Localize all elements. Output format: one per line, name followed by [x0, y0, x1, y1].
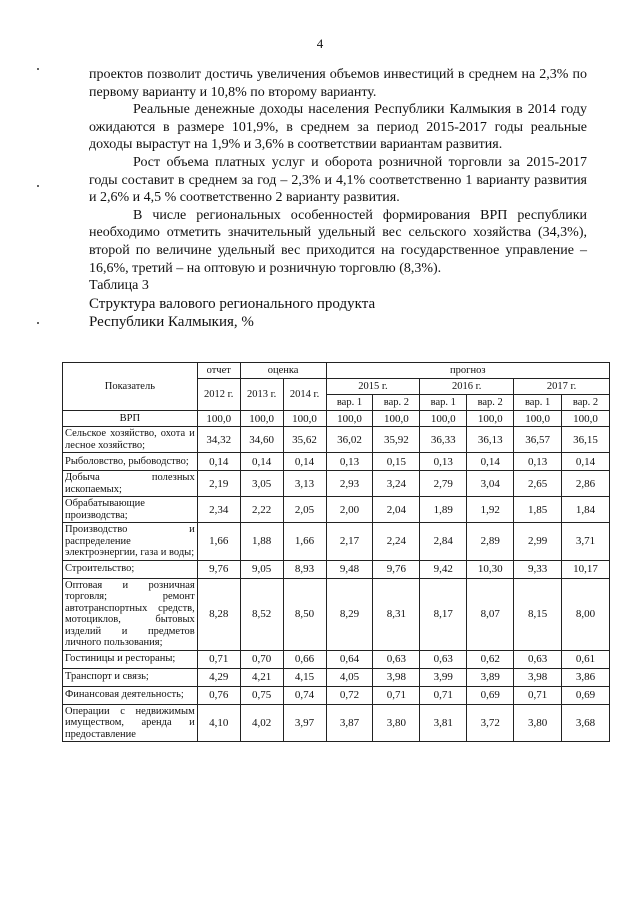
- paragraph: проектов позволит достичь увеличения объемов инвестиций в среднем на 2,3% по первому варианту и 10,8% по второму варианту.: [89, 67, 587, 100]
- row-value: 3,71: [562, 523, 610, 561]
- row-value: 8,29: [326, 578, 373, 650]
- row-value: 100,0: [373, 411, 420, 427]
- row-value: 2,17: [326, 523, 373, 561]
- row-value: 0,70: [240, 650, 283, 668]
- row-value: 1,66: [283, 523, 326, 561]
- row-value: 3,24: [373, 471, 420, 497]
- row-value: 3,13: [283, 471, 326, 497]
- row-value: 8,00: [562, 578, 610, 650]
- row-value: 2,19: [197, 471, 240, 497]
- row-value: 0,69: [467, 686, 514, 704]
- row-value: 4,21: [240, 668, 283, 686]
- row-value: 34,60: [240, 427, 283, 453]
- row-indicator: ВРП: [63, 411, 198, 427]
- table-title-line1: Структура валового регионального продукта: [89, 295, 376, 312]
- table-row: [63, 578, 610, 650]
- row-value: 3,98: [514, 668, 562, 686]
- row-value: 0,63: [420, 650, 467, 668]
- row-value: 36,13: [467, 427, 514, 453]
- scan-speck: [37, 185, 39, 187]
- row-value: 0,62: [467, 650, 514, 668]
- table-row: [63, 471, 610, 497]
- row-value: 0,74: [283, 686, 326, 704]
- row-value: 100,0: [326, 411, 373, 427]
- table-title-line2: Республики Калмыкия, %: [89, 313, 254, 330]
- table-row: [63, 411, 610, 427]
- row-value: 2,86: [562, 471, 610, 497]
- row-value: 9,76: [197, 560, 240, 578]
- table-title: [89, 295, 587, 331]
- row-value: 8,28: [197, 578, 240, 650]
- row-value: 1,85: [514, 497, 562, 523]
- row-value: 3,72: [467, 704, 514, 742]
- table-row: [63, 497, 610, 523]
- row-value: 0,13: [326, 453, 373, 471]
- row-value: 8,15: [514, 578, 562, 650]
- row-value: 0,71: [420, 686, 467, 704]
- header-2016: 2016 г.: [420, 379, 514, 395]
- row-value: 4,10: [197, 704, 240, 742]
- row-value: 0,76: [197, 686, 240, 704]
- row-value: 3,80: [373, 704, 420, 742]
- row-value: 0,66: [283, 650, 326, 668]
- row-value: 100,0: [562, 411, 610, 427]
- row-value: 2,65: [514, 471, 562, 497]
- row-value: 1,84: [562, 497, 610, 523]
- row-value: 9,05: [240, 560, 283, 578]
- row-value: 0,69: [562, 686, 610, 704]
- row-value: 3,68: [562, 704, 610, 742]
- row-value: 9,48: [326, 560, 373, 578]
- row-value: 8,17: [420, 578, 467, 650]
- row-value: 0,75: [240, 686, 283, 704]
- row-value: 8,31: [373, 578, 420, 650]
- row-indicator: Финансовая деятельность;: [63, 686, 198, 704]
- row-value: 1,88: [240, 523, 283, 561]
- header-2012: 2012 г.: [197, 379, 240, 411]
- row-value: 34,32: [197, 427, 240, 453]
- row-indicator: Рыболовство, рыбоводство;: [63, 453, 198, 471]
- page-number: 4: [316, 36, 324, 51]
- row-value: 0,71: [197, 650, 240, 668]
- row-value: 3,80: [514, 704, 562, 742]
- row-value: 0,14: [467, 453, 514, 471]
- row-indicator: Оптовая и розничная торговля; ремонт автотранспортных средств, мотоциклов, бытовых изделий и предметов личного пользования;: [63, 578, 198, 650]
- row-value: 8,93: [283, 560, 326, 578]
- row-value: 2,93: [326, 471, 373, 497]
- table-label: Таблица 3: [89, 278, 149, 294]
- header-2017: 2017 г.: [514, 379, 610, 395]
- row-value: 0,71: [514, 686, 562, 704]
- row-value: 2,84: [420, 523, 467, 561]
- row-value: 3,99: [420, 668, 467, 686]
- row-value: 100,0: [514, 411, 562, 427]
- table-row: [63, 453, 610, 471]
- row-value: 2,99: [514, 523, 562, 561]
- scan-speck: [37, 322, 39, 324]
- grp-structure-table: [62, 362, 610, 742]
- row-value: 3,87: [326, 704, 373, 742]
- row-value: 0,72: [326, 686, 373, 704]
- row-value: 3,05: [240, 471, 283, 497]
- header-var2: вар. 2: [373, 395, 420, 411]
- row-value: 36,33: [420, 427, 467, 453]
- row-value: 4,29: [197, 668, 240, 686]
- row-value: 10,17: [562, 560, 610, 578]
- row-value: 100,0: [467, 411, 514, 427]
- row-value: 9,33: [514, 560, 562, 578]
- row-value: 100,0: [283, 411, 326, 427]
- row-value: 3,98: [373, 668, 420, 686]
- row-value: 0,64: [326, 650, 373, 668]
- row-value: 1,66: [197, 523, 240, 561]
- paragraph: Реальные денежные доходы населения Республики Калмыкия в 2014 году ожидаются в размере 101,9%, в среднем за период 2015-2017 годы реальные доходы вырастут на 1,9% и 3,6% в соответствии вариантам развития.: [89, 102, 587, 153]
- row-value: 0,63: [514, 650, 562, 668]
- row-value: 2,79: [420, 471, 467, 497]
- header-2014: 2014 г.: [283, 379, 326, 411]
- row-value: 2,34: [197, 497, 240, 523]
- row-value: 0,13: [514, 453, 562, 471]
- header-actual: отчет: [197, 363, 240, 379]
- row-indicator: Добыча полезных ископаемых;: [63, 471, 198, 497]
- row-value: 36,02: [326, 427, 373, 453]
- scan-speck: [37, 68, 39, 70]
- row-value: 3,81: [420, 704, 467, 742]
- row-value: 2,04: [373, 497, 420, 523]
- row-value: 2,24: [373, 523, 420, 561]
- row-value: 4,05: [326, 668, 373, 686]
- row-value: 0,14: [562, 453, 610, 471]
- row-value: 1,89: [420, 497, 467, 523]
- header-var1: вар. 1: [420, 395, 467, 411]
- row-value: 2,00: [326, 497, 373, 523]
- header-estimate: оценка: [240, 363, 326, 379]
- row-value: 2,05: [283, 497, 326, 523]
- row-indicator: Обрабатывающие производства;: [63, 497, 198, 523]
- row-value: 0,14: [197, 453, 240, 471]
- table-row: [63, 704, 610, 742]
- row-value: 100,0: [197, 411, 240, 427]
- header-2015: 2015 г.: [326, 379, 420, 395]
- row-value: 3,04: [467, 471, 514, 497]
- row-value: 8,07: [467, 578, 514, 650]
- table-row: [63, 650, 610, 668]
- row-value: 2,89: [467, 523, 514, 561]
- row-indicator: Гостиницы и рестораны;: [63, 650, 198, 668]
- row-value: 4,02: [240, 704, 283, 742]
- row-value: 0,13: [420, 453, 467, 471]
- table-row: [63, 427, 610, 453]
- header-var1: вар. 1: [514, 395, 562, 411]
- row-value: 3,89: [467, 668, 514, 686]
- header-var2: вар. 2: [467, 395, 514, 411]
- table-row: [63, 668, 610, 686]
- table-row: [63, 560, 610, 578]
- paragraph: Рост объема платных услуг и оборота розничной торговли за 2015-2017 годы составит в среднем за год – 2,3% и 4,1% соответственно 1 варианту развития и 2,6% и 4,5 % соответственно 2 варианту развития.: [89, 154, 587, 206]
- row-value: 8,52: [240, 578, 283, 650]
- row-indicator: Транспорт и связь;: [63, 668, 198, 686]
- row-indicator: Сельское хозяйство, охота и лесное хозяйство;: [63, 427, 198, 453]
- row-value: 3,97: [283, 704, 326, 742]
- body-text: [89, 66, 587, 331]
- row-value: 100,0: [420, 411, 467, 427]
- row-value: 100,0: [240, 411, 283, 427]
- row-value: 36,57: [514, 427, 562, 453]
- row-value: 0,14: [283, 453, 326, 471]
- table-row: [63, 686, 610, 704]
- header-var2: вар. 2: [562, 395, 610, 411]
- row-value: 35,92: [373, 427, 420, 453]
- paragraph: В числе региональных особенностей формирования ВРП республики необходимо отметить значительный удельный вес сельского хозяйства (34,3%), второй по величине удельный вес приходится на государственное управление – 16,6%, третий – на оптовую и розничную торговлю (8,3%).: [89, 207, 587, 276]
- row-indicator: Строительство;: [63, 560, 198, 578]
- row-indicator: Производство и распределение электроэнергии, газа и воды;: [63, 523, 198, 561]
- row-value: 8,50: [283, 578, 326, 650]
- row-value: 9,42: [420, 560, 467, 578]
- row-value: 9,76: [373, 560, 420, 578]
- table-row: [63, 523, 610, 561]
- row-value: 0,61: [562, 650, 610, 668]
- row-value: 3,86: [562, 668, 610, 686]
- row-value: 2,22: [240, 497, 283, 523]
- row-value: 1,92: [467, 497, 514, 523]
- header-2013: 2013 г.: [240, 379, 283, 411]
- row-value: 10,30: [467, 560, 514, 578]
- header-indicator: Показатель: [63, 363, 198, 411]
- row-value: 0,63: [373, 650, 420, 668]
- row-value: 36,15: [562, 427, 610, 453]
- row-value: 0,15: [373, 453, 420, 471]
- row-value: 4,15: [283, 668, 326, 686]
- row-value: 0,14: [240, 453, 283, 471]
- header-var1: вар. 1: [326, 395, 373, 411]
- row-value: 35,62: [283, 427, 326, 453]
- row-value: 0,71: [373, 686, 420, 704]
- row-indicator: Операции с недвижимым имуществом, аренда и предоставление: [63, 704, 198, 742]
- header-forecast: прогноз: [326, 363, 609, 379]
